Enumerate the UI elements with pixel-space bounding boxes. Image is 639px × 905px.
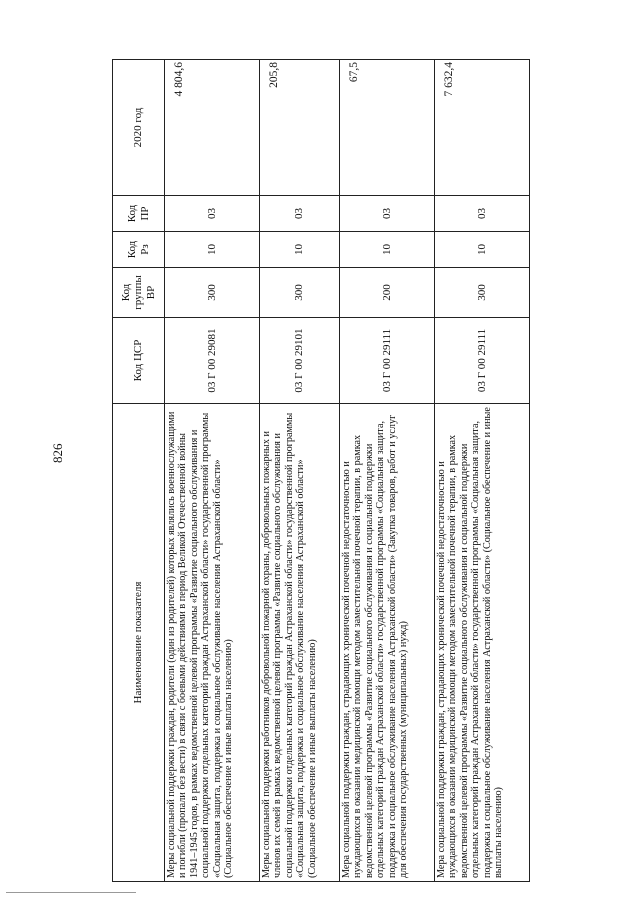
- rotated-table-container: [112, 60, 530, 882]
- row-vr: 300: [260, 268, 340, 318]
- row-csr: 03 Г 00 29101: [260, 318, 340, 404]
- row-rz: 10: [339, 232, 434, 268]
- row-pr: 03: [165, 196, 260, 232]
- header-pr: Код ПР: [113, 196, 165, 232]
- header-csr: Код ЦСР: [113, 318, 165, 404]
- row-rz: 10: [434, 232, 529, 268]
- row-pr: 03: [434, 196, 529, 232]
- row-rz: 10: [260, 232, 340, 268]
- row-csr: 03 Г 00 29081: [165, 318, 260, 404]
- header-year: 2020 год: [113, 60, 165, 196]
- row-name: Меры социальной поддержки работников добровольной пожарной охраны, добровольных пожарных и членов их семей в рамках ведомственной целевой программы «Развитие социального обслуживания и социальной поддержки отдельных категорий граждан Астраханской области» государственной программы «Социальная защита, поддержка и социальное обслуживание населения Астраханской области» (Социальное обеспечение и иные выплаты населению): [260, 404, 340, 882]
- page-number: 826: [50, 443, 65, 463]
- row-name: Мера социальной поддержки граждан, страдающих хронической почечной недостаточностью и нуждающихся в оказании медицинской помощи методом заместительной почечной терапии, в рамках ведомственной целевой программы «Развитие социального обслуживания и социальной поддержки отдельных категорий граждан Астраханской области» государственной программы «Социальная защита, поддержка и социальное обслуживание населения Астраханской области» (Закупка товаров, работ и услуг для обеспечения государственных (муниципальных) нужд): [339, 404, 434, 882]
- row-value: 7 632,4: [434, 60, 529, 196]
- scan-edge-line: [6, 892, 136, 893]
- row-name: Мера социальной поддержки граждан, страдающих хронической почечной недостаточностью и нуждающихся в оказании медицинской помощи методом заместительной почечной терапии, в рамках ведомственной целевой программы «Развитие социального обслуживания и социальной поддержки отдельных категорий граждан Астраханской области» государственной программы «Социальная защита, поддержка и социальное обслуживание населения Астраханской области» (Социальное обеспечение и иные выплаты населению): [434, 404, 529, 882]
- row-vr: 300: [434, 268, 529, 318]
- row-vr: 200: [339, 268, 434, 318]
- budget-table: [112, 59, 530, 882]
- table-row: [434, 60, 529, 882]
- header-name: Наименование показателя: [113, 404, 165, 882]
- row-name: Меры социальной поддержки граждан, родители (один из родителей) которых являлись военнослужащими и погибли (пропали без вести) в связи с боевыми действиями в период Великой Отечественной войны 1941–1945 годов, в рамках ведомственной целевой программы «Развитие социального обслуживания и социальной поддержки отдельных категорий граждан Астраханской области» государственной программы «Социальная защита, поддержка и социальное обслуживание населения Астраханской области» (Социальное обеспечение и иные выплаты населению): [165, 404, 260, 882]
- row-rz: 10: [165, 232, 260, 268]
- table-row: [165, 60, 260, 882]
- table-row: [260, 60, 340, 882]
- table-header-row: [113, 60, 165, 882]
- table-row: [339, 60, 434, 882]
- row-pr: 03: [260, 196, 340, 232]
- header-vr: Код группы ВР: [113, 268, 165, 318]
- row-value: 205,8: [260, 60, 340, 196]
- row-pr: 03: [339, 196, 434, 232]
- row-csr: 03 Г 00 29111: [339, 318, 434, 404]
- row-value: 67,5: [339, 60, 434, 196]
- row-vr: 300: [165, 268, 260, 318]
- header-rz: Код Рз: [113, 232, 165, 268]
- row-csr: 03 Г 00 29111: [434, 318, 529, 404]
- row-value: 4 804,6: [165, 60, 260, 196]
